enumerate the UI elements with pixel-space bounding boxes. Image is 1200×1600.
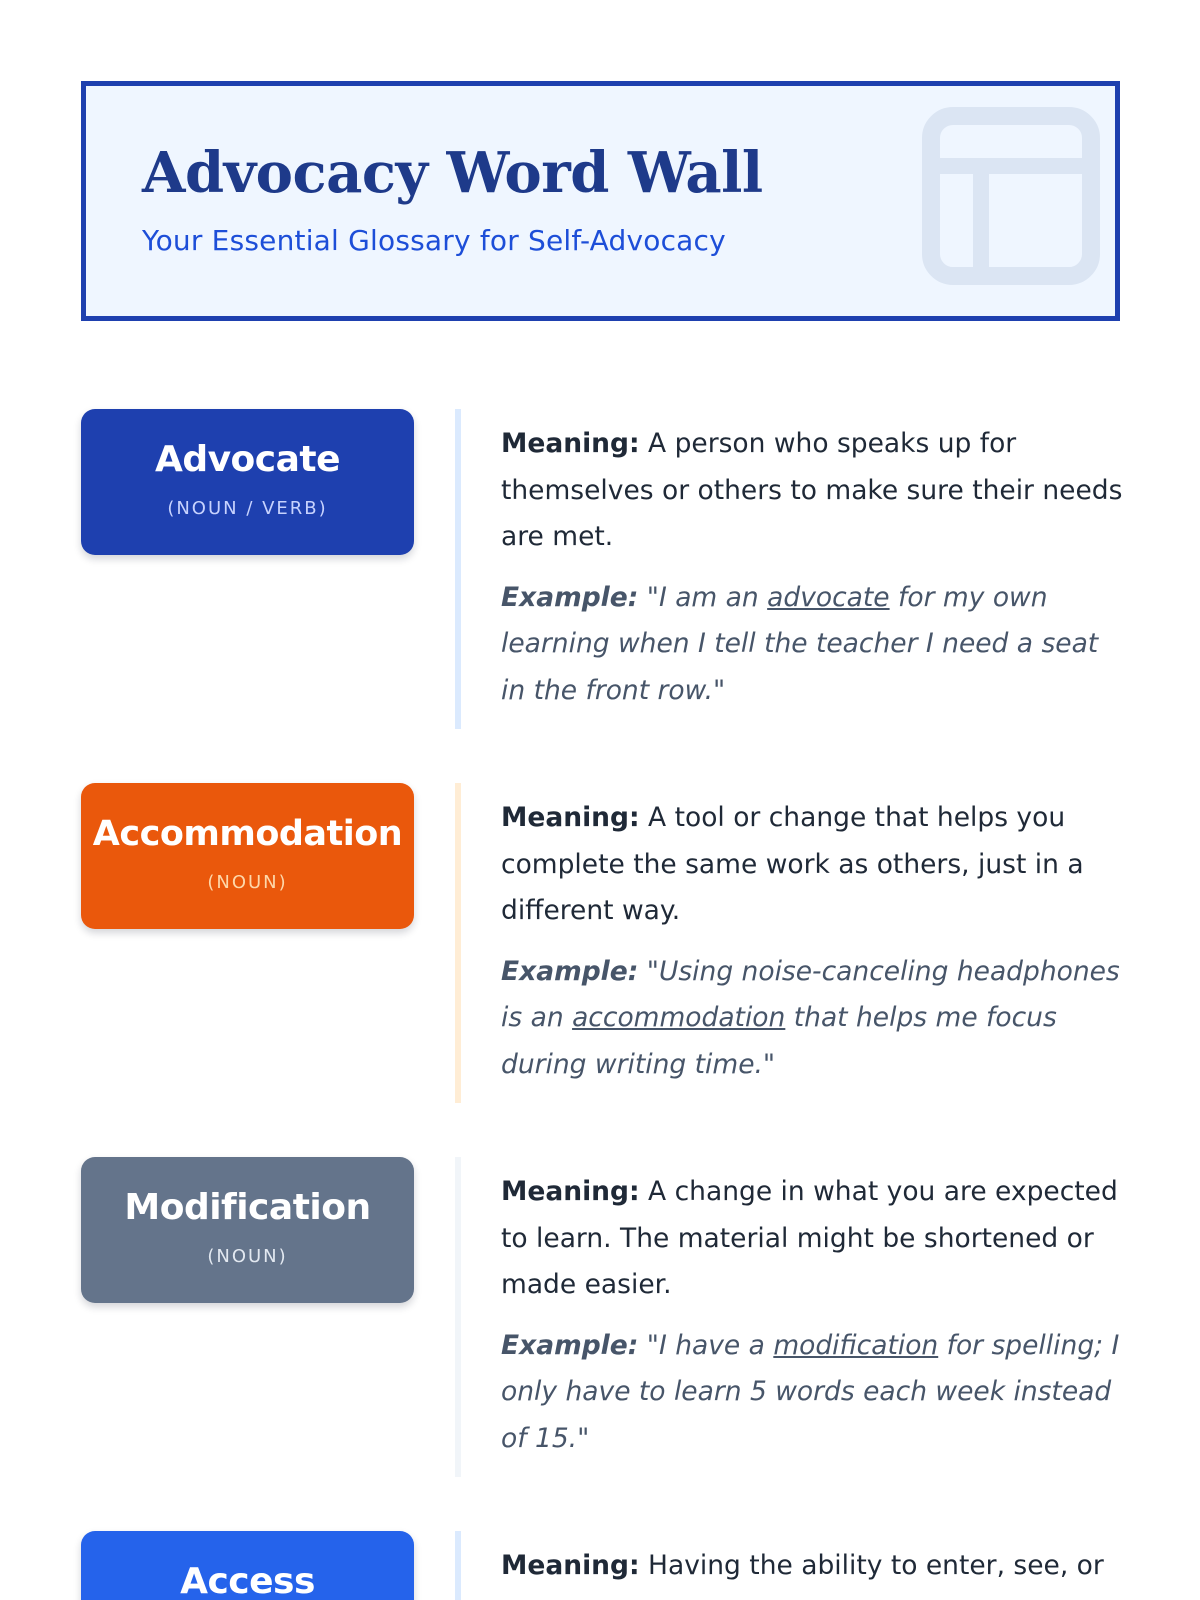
example-after: for spelling; I only have to learn 5 words each week instead of 15.": [501, 1329, 1120, 1454]
word-term: Access: [180, 1561, 315, 1600]
word-term: Accommodation: [92, 814, 403, 854]
example-label: Example:: [501, 581, 639, 613]
example-label: Example:: [501, 1329, 639, 1361]
meaning-label: Meaning:: [501, 428, 640, 459]
meaning-value: A tool or change that helps you complete the same work as others, just in a different way.: [501, 802, 1084, 926]
definition-block: [501, 1543, 1126, 1590]
glossary-entry: [81, 783, 1121, 1105]
definition-divider: [455, 1531, 461, 1600]
example-before: "I am an: [646, 581, 768, 613]
word-term: Modification: [124, 1187, 371, 1228]
example-before: "Using noise-canceling headphones is an: [501, 955, 1120, 1033]
meaning-text: [501, 421, 1126, 561]
example-text: [501, 575, 1126, 715]
layout-icon: [921, 106, 1101, 286]
example-term: modification: [773, 1329, 939, 1361]
example-term: accommodation: [572, 1002, 786, 1033]
meaning-text: [501, 795, 1126, 935]
meaning-text: [501, 1543, 1126, 1590]
meaning-value: A person who speaks up for themselves or others to make sure their needs are met.: [501, 428, 1123, 552]
meaning-value: A change in what you are expected to learn. The material might be shortened or made easier.: [501, 1176, 1118, 1300]
definition-divider: [455, 1157, 461, 1477]
header-banner: [81, 81, 1120, 321]
example-text: [501, 1323, 1126, 1463]
meaning-label: Meaning:: [501, 1550, 640, 1581]
example-label: Example:: [501, 955, 639, 987]
word-card: [81, 409, 414, 555]
example-text: [501, 949, 1126, 1089]
word-term: Advocate: [154, 439, 341, 480]
example-term: advocate: [767, 581, 890, 613]
example-after: for my own learning when I tell the teacher I need a seat in the front row.": [501, 581, 1099, 706]
meaning-label: Meaning:: [501, 1176, 640, 1207]
glossary-entry: [81, 1531, 1121, 1600]
example-after: that helps me focus during writing time.": [501, 1002, 1057, 1080]
definition-divider: [455, 409, 461, 729]
meaning-text: [501, 1169, 1126, 1309]
definition-block: [501, 795, 1126, 1088]
definition-block: [501, 1169, 1126, 1462]
definition-block: [501, 421, 1126, 714]
part-of-speech: (NOUN): [207, 872, 288, 893]
part-of-speech: (NOUN / VERB): [167, 498, 328, 519]
meaning-label: Meaning:: [501, 802, 640, 833]
part-of-speech: (NOUN): [207, 1246, 288, 1267]
meaning-value: Having the ability to enter, see, or: [648, 1550, 1104, 1581]
glossary-entry: [81, 1157, 1121, 1479]
word-card: [81, 1157, 414, 1303]
example-before: "I have a: [646, 1329, 774, 1361]
page-subtitle: Your Essential Glossary for Self-Advocacy: [142, 224, 726, 257]
definition-divider: [455, 783, 461, 1103]
word-card: [81, 783, 414, 929]
glossary-entry: [81, 409, 1121, 731]
page-title: Advocacy Word Wall: [142, 140, 763, 206]
word-card: [81, 1531, 414, 1600]
